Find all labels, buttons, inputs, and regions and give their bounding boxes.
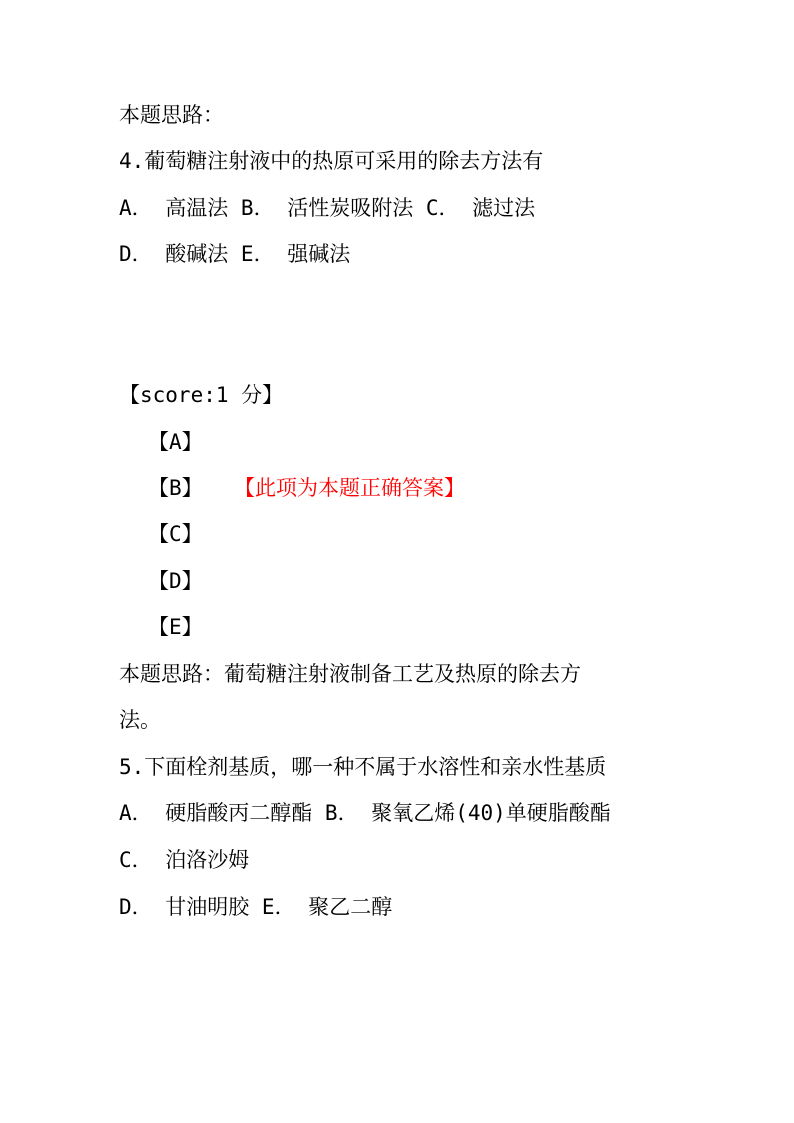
answer-choice-d: 【D】	[148, 569, 203, 593]
answer-choice-e: 【E】	[148, 615, 203, 639]
question-4-options-line-1: A． 高温法 B． 活性炭吸附法 C． 滤过法	[119, 196, 536, 220]
question-4-options-line-2: D． 酸碱法 E． 强碱法	[119, 242, 351, 266]
question-5-options-line-2: C． 泊洛沙姆	[119, 848, 250, 872]
question-5-options-line-1: A． 硬脂酸丙二醇酯 B． 聚氧乙烯(40)单硬脂酸酯	[119, 801, 611, 825]
question-5-text: 5.下面栓剂基质，哪一种不属于水溶性和亲水性基质	[119, 755, 607, 779]
correct-answer-marker: 【此项为本题正确答案】	[234, 476, 465, 500]
question-5-options-line-3: D． 甘油明胶 E． 聚乙二醇	[119, 895, 393, 919]
question-4-text: 4.葡萄糖注射液中的热原可采用的除去方法有	[119, 149, 544, 173]
answer-choice-a: 【A】	[148, 430, 203, 454]
answer-choice-c: 【C】	[148, 522, 203, 546]
question-4-explanation-line-2: 法。	[119, 708, 161, 732]
previous-question-explanation-label: 本题思路：	[119, 103, 224, 127]
question-4-score: 【score:1 分】	[119, 383, 284, 407]
answer-choice-b: 【B】	[148, 476, 203, 500]
question-4-explanation-line-1: 本题思路：葡萄糖注射液制备工艺及热原的除去方	[119, 662, 581, 686]
